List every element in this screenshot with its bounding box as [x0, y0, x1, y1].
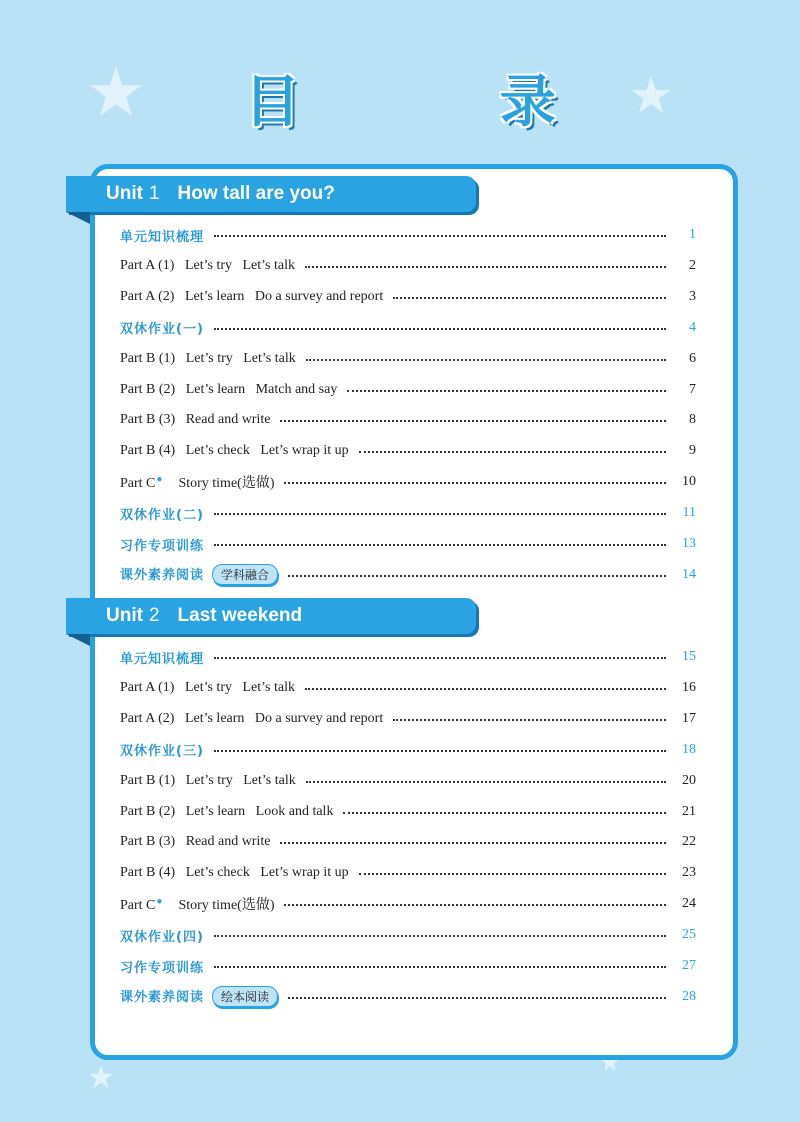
entry-text: Part B (3) Read and write	[120, 412, 271, 428]
page-number: 11	[682, 505, 696, 521]
toc-entry[interactable]	[120, 501, 696, 525]
page-number: 1	[689, 227, 696, 242]
entry-text: Part A (1) Let’s try Let’s talk	[120, 257, 295, 273]
entry-title	[120, 648, 204, 667]
page-number: 28	[682, 988, 696, 1004]
toc-entry[interactable]	[120, 254, 696, 278]
optional-marker: ●	[156, 473, 163, 485]
page-number: 16	[682, 679, 696, 695]
page-number: 17	[682, 710, 696, 726]
page-number: 3	[689, 288, 696, 304]
entry-title	[120, 564, 278, 585]
unit-number: 2	[148, 605, 160, 626]
entry-text: 双休作业(一)	[120, 322, 204, 338]
entry-text: 习作专项训练	[120, 960, 205, 976]
dot-leader	[214, 233, 666, 237]
entry-text: Part B (1) Let’s try Let’s talk	[120, 772, 296, 788]
entry-title	[120, 351, 296, 367]
toc-entry[interactable]	[120, 985, 696, 1009]
page-number: 15	[682, 649, 696, 664]
entry-text: Part B (4) Let’s check Let’s wrap it up	[120, 443, 349, 459]
entry-title	[120, 680, 295, 696]
page-number: 4	[689, 319, 696, 335]
dot-leader	[288, 995, 666, 999]
entry-title	[120, 804, 333, 820]
dot-leader	[305, 264, 666, 268]
entry-title	[120, 472, 274, 492]
entry-title	[120, 289, 383, 305]
toc-entry[interactable]	[120, 769, 696, 793]
toc-entry[interactable]	[120, 378, 696, 402]
toc-entry[interactable]	[120, 800, 696, 824]
toc-entry[interactable]	[120, 532, 696, 556]
dot-leader	[347, 388, 666, 392]
dot-leader	[343, 810, 666, 814]
toc-entry[interactable]	[120, 223, 696, 247]
topic-badge: 绘本阅读	[212, 986, 278, 1007]
page-number: 18	[682, 741, 696, 757]
page-number: 23	[682, 865, 696, 881]
entry-title	[120, 318, 204, 337]
toc-entry[interactable]	[120, 316, 696, 340]
entry-text: 习作专项训练	[120, 538, 205, 554]
entry-text: 单元知识梳理	[120, 651, 205, 667]
entry-title	[120, 926, 204, 945]
unit-title: How tall are you?	[177, 183, 335, 204]
page-number: 6	[689, 350, 696, 366]
page-title: 目 录	[244, 70, 646, 135]
dot-leader	[214, 511, 666, 515]
dot-leader	[214, 933, 666, 937]
entry-text: Part C	[120, 476, 156, 492]
entry-suffix: Story time(选做)	[178, 898, 275, 914]
dot-leader	[214, 542, 666, 546]
dot-leader	[393, 295, 666, 299]
entry-title	[120, 443, 349, 459]
page-number: 14	[682, 566, 696, 582]
toc-entry[interactable]	[120, 738, 696, 762]
dot-leader	[284, 902, 666, 906]
entry-title	[120, 412, 270, 428]
entry-title	[120, 834, 270, 850]
page-number: 21	[682, 803, 696, 819]
entry-text: Part A (2) Let’s learn Do a survey and report	[120, 288, 384, 304]
page-number: 27	[682, 958, 696, 973]
topic-badge: 学科融合	[212, 564, 278, 585]
toc-entry[interactable]	[120, 861, 696, 885]
page-number: 7	[689, 381, 696, 397]
entry-suffix: Story time(选做)	[178, 476, 275, 492]
entry-text: Part A (2) Let’s learn Do a survey and report	[120, 710, 384, 726]
page-number: 9	[689, 443, 696, 459]
dot-leader	[306, 779, 666, 783]
page-number: 13	[682, 536, 696, 551]
entry-text: 单元知识梳理	[120, 229, 205, 245]
toc-entry[interactable]	[120, 645, 696, 669]
toc-entry[interactable]	[120, 408, 696, 432]
dot-leader	[214, 964, 666, 968]
entry-title	[120, 382, 337, 398]
unit-number: 1	[148, 183, 160, 204]
unit-header	[66, 176, 476, 212]
entry-title	[120, 226, 204, 245]
dot-leader	[393, 717, 666, 721]
entry-title	[120, 865, 349, 881]
dot-leader	[359, 449, 666, 453]
dot-leader	[359, 871, 666, 875]
page-number: 20	[682, 772, 696, 788]
toc-entry[interactable]	[120, 707, 696, 731]
dot-leader	[284, 480, 666, 484]
toc-entry[interactable]	[120, 285, 696, 309]
optional-marker: ●	[156, 895, 163, 907]
toc-entry[interactable]	[120, 563, 696, 587]
dot-leader	[306, 357, 666, 361]
page-number: 24	[682, 896, 696, 912]
entry-text: Part B (1) Let’s try Let’s talk	[120, 350, 296, 366]
entry-title	[120, 957, 204, 976]
dot-leader	[305, 686, 666, 690]
unit-header	[66, 598, 476, 634]
dot-leader	[288, 573, 666, 577]
page-number: 8	[689, 412, 696, 428]
entry-title	[120, 711, 383, 727]
dot-leader	[214, 748, 666, 752]
entry-text: Part B (3) Read and write	[120, 834, 271, 850]
unit-title: Last weekend	[177, 605, 303, 626]
dot-leader	[214, 655, 666, 659]
dot-leader	[280, 840, 666, 844]
star-icon	[88, 1064, 114, 1090]
entry-text: 双休作业(三)	[120, 744, 204, 760]
entry-text: Part A (1) Let’s try Let’s talk	[120, 679, 295, 695]
entry-text: 双休作业(二)	[120, 507, 204, 523]
page-number: 22	[682, 834, 696, 850]
entry-title	[120, 773, 296, 789]
toc-entry[interactable]	[120, 954, 696, 978]
page-number: 10	[682, 474, 696, 490]
entry-text: Part B (2) Let’s learn Match and say	[120, 381, 338, 397]
entry-text: Part B (4) Let’s check Let’s wrap it up	[120, 865, 349, 881]
entry-text: Part B (2) Let’s learn Look and talk	[120, 803, 334, 819]
toc-entry[interactable]	[120, 470, 696, 494]
entry-text: Part C	[120, 898, 156, 914]
entry-title	[120, 535, 204, 554]
unit-label: Unit	[106, 605, 143, 626]
entry-title	[120, 258, 295, 274]
toc-entry[interactable]	[120, 830, 696, 854]
entry-text: 课外素养阅读	[120, 990, 205, 1006]
entry-title	[120, 740, 204, 759]
page-number: 2	[689, 257, 696, 273]
page-number: 25	[682, 927, 696, 943]
toc-entry[interactable]	[120, 347, 696, 371]
entry-text: 课外素养阅读	[120, 568, 205, 584]
toc-entry[interactable]	[120, 676, 696, 700]
entry-title	[120, 986, 278, 1007]
toc-entry[interactable]	[120, 923, 696, 947]
unit-label: Unit	[106, 183, 143, 204]
dot-leader	[214, 326, 666, 330]
toc-entry[interactable]	[120, 439, 696, 463]
dot-leader	[280, 418, 666, 422]
entry-title	[120, 504, 204, 523]
toc-entry[interactable]	[120, 892, 696, 916]
entry-text: 双休作业(四)	[120, 929, 204, 945]
entry-title	[120, 894, 274, 914]
